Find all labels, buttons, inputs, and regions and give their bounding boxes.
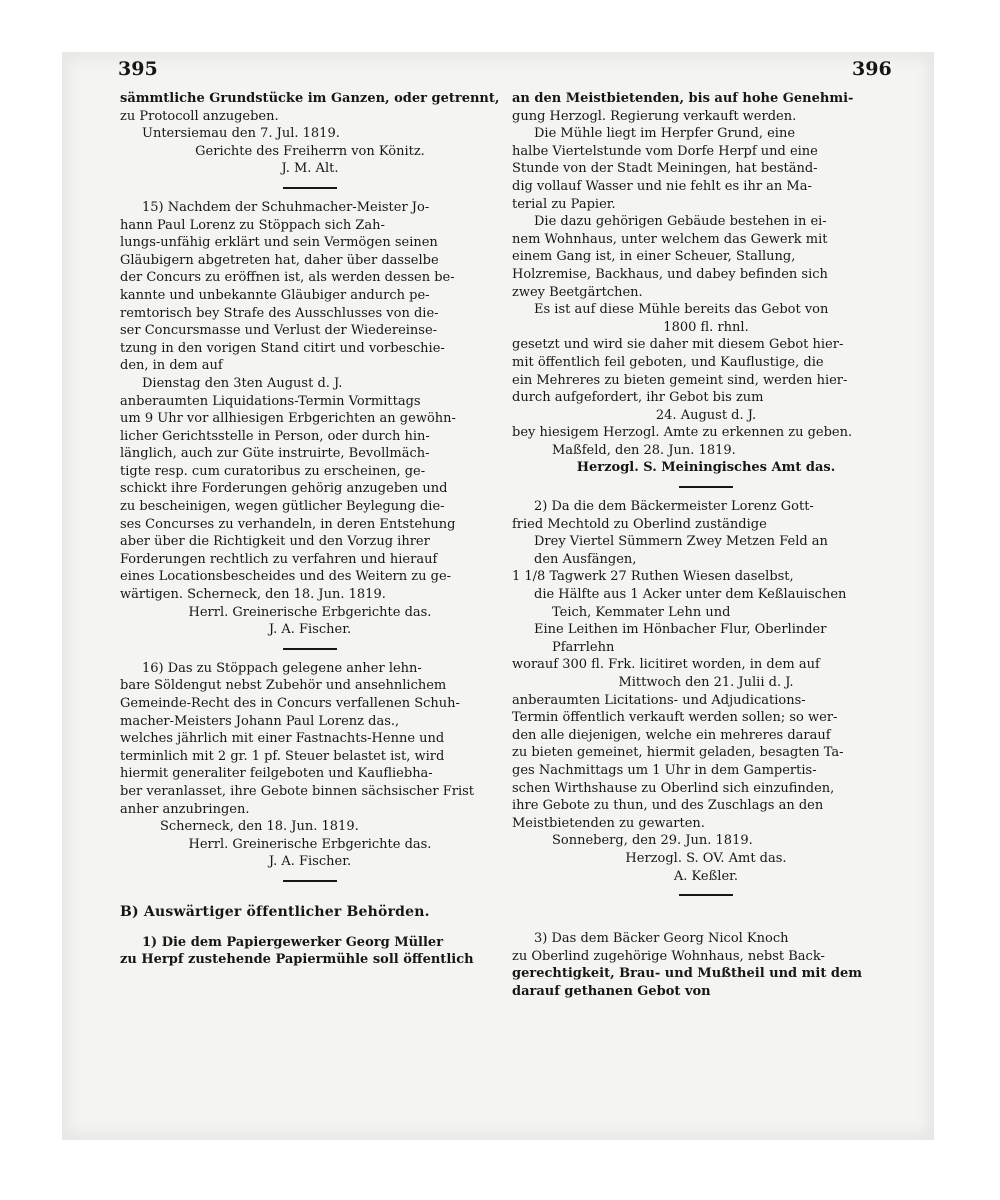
text-line: Dienstag den 3ten August d. J. [142,375,343,391]
text-line: lungs-unfähig erklärt und sein Vermögen seinen [120,235,438,251]
text-line: an den Meistbietenden, bis auf hohe Genehmi- [512,91,854,106]
text-line: ges Nachmittags um 1 Uhr in dem Gampertis- [512,762,817,778]
text-line: gerechtigkeit, Brau- und Mußtheil und mit dem [512,966,863,982]
text-line: Termin öffentlich verkauft werden sollen; so wer- [512,710,838,726]
text-line: den alle diejenigen, welche ein mehreres darauf [512,727,831,743]
text-line: halbe Viertelstunde vom Dorfe Herpf und eine [512,143,818,159]
text-line: sämmtliche Grundstücke im Ganzen, oder getrennt, [120,91,500,106]
text-line: welches jährlich mit einer Fastnachts-Henne und [120,731,445,747]
property-item: Eine Leithen im Hönbacher Flur, Oberlinder [534,622,827,638]
text-line: tigte resp. cum curatoribus zu erscheinen, ge- [120,463,426,479]
signature-name: J. M. Alt. [281,161,339,177]
section-divider [283,648,337,650]
signature-authority: Gerichte des Freiherrn von Könitz. [195,143,425,159]
notice-first-line: 2) Da die dem Bäckermeister Lorenz Gott- [534,499,814,515]
text-line: zu Herpf zustehende Papiermühle soll öffentlich [120,952,474,968]
text-line: zu bieten gemeinet, hiermit geladen, besagten Ta- [512,745,844,761]
text-line: wärtigen. Scherneck, den 18. Jun. 1819. [120,587,386,603]
text-line: hiermit generaliter feilgeboten und Kaufliebha- [120,766,433,782]
section-divider [283,187,337,189]
text-line: gung Herzogl. Regierung verkauft werden. [512,108,797,124]
property-item: 1 1/8 Tagwerk 27 Ruthen Wiesen daselbst, [512,569,794,585]
text-line: anberaumten Licitations- und Adjudications- [512,692,806,708]
property-item: Teich, Kemmater Lehn und [552,604,731,620]
signature-authority: Herzogl. S. Meiningisches Amt das. [576,460,836,476]
text-line: gesetzt und wird sie daher mit diesem Gebot hier- [512,337,844,353]
text-line: einem Gang ist, in einer Scheuer, Stallung, [512,249,796,265]
signature-authority: Herrl. Greinerische Erbgerichte das. [188,604,432,620]
text-line: Gläubigern abgetreten hat, daher über dasselbe [120,252,439,268]
text-line: ein Mehreres zu bieten gemeint sind, werden hier- [512,372,848,388]
text-line: kannte und unbekannte Gläubiger andurch pe- [120,287,430,303]
property-item: den Ausfängen, [534,551,637,567]
text-line: anberaumten Liquidations-Termin Vormittags [120,393,421,409]
text-line: schen Wirthshause zu Oberlind sich einzufinden, [512,780,835,796]
text-line: eines Locationsbescheides und des Weitern zu ge- [120,569,452,585]
page-number-right: 396 [852,58,892,80]
section-divider [283,880,337,882]
text-line: terminlich mit 2 gr. 1 pf. Steuer belastet ist, wird [120,748,445,764]
text-line: der Concurs zu eröffnen ist, als werden dessen be- [120,270,455,286]
text-line: zwey Beetgärtchen. [512,284,643,300]
text-line: um 9 Uhr vor allhiesigen Erbgerichten an gewöhn- [120,411,456,427]
text-line: schickt ihre Forderungen gehörig anzugeben und [120,481,448,497]
text-line: aber über die Richtigkeit und den Vorzug ihrer [120,534,430,550]
notice-first-line: 3) Das dem Bäcker Georg Nicol Knoch [534,931,789,947]
property-item: die Hälfte aus 1 Acker unter dem Keßlauischen [534,587,847,603]
auction-date: Mittwoch den 21. Julii d. J. [618,675,794,690]
text-line: anher anzubringen. [120,801,250,817]
text-line: zu bescheinigen, wegen gütlicher Beylegung die- [120,499,445,515]
text-line: dig vollauf Wasser und nie fehlt es ihr an Ma- [512,178,812,194]
text-line: Holzremise, Backhaus, und dabey befinden sich [512,266,828,282]
text-line: Forderungen rechtlich zu verfahren und hierauf [120,551,438,567]
text-line: mit öffentlich feil geboten, und Kauflustige, die [512,354,824,370]
text-line: licher Gerichtsstelle in Person, oder durch hin- [120,428,430,444]
place-date-line: Sonneberg, den 29. Jun. 1819. [552,833,753,849]
deadline-date: 24. August d. J. [655,407,757,423]
text-line: terial zu Papier. [512,196,616,212]
text-line: macher-Meisters Johann Paul Lorenz das., [120,713,400,729]
text-line: ber veranlasset, ihre Gebote binnen sächsischer Frist [120,783,474,799]
page-number-left: 395 [118,58,158,80]
text-line: fried Mechtold zu Oberlind zuständige [512,516,767,532]
section-divider [679,486,733,488]
notice-first-line: 15) Nachdem der Schuhmacher-Meister Jo- [142,199,430,215]
text-line: Meistbietenden zu gewarten. [512,815,705,831]
section-heading: B) Auswärtiger öffentlicher Behörden. [120,903,430,920]
property-item: Drey Viertel Sümmern Zwey Metzen Feld an [534,534,828,550]
notice-first-line: 1) Die dem Papiergewerker Georg Müller [142,934,444,950]
text-line: ser Concursmasse und Verlust der Wiedereinse- [120,323,438,339]
place-date-line: Untersiemau den 7. Jul. 1819. [142,126,340,142]
text-line: tzung in den vorigen Stand citirt und vorbeschie- [120,340,445,356]
text-line: darauf gethanen Gebot von [512,983,711,999]
signature-authority: Herrl. Greinerische Erbgerichte das. [188,836,432,852]
text-line: den, in dem auf [120,358,223,374]
text-line: zu Oberlind zugehörige Wohnhaus, nebst Back- [512,948,825,964]
text-line: ses Concurses zu verhandeln, in deren Entstehung [120,516,456,532]
place-date-line: Scherneck, den 18. Jun. 1819. [160,819,359,835]
place-date-line: Maßfeld, den 28. Jun. 1819. [552,442,736,458]
signature-name: J. A. Fischer. [268,622,352,638]
text-line: länglich, auch zur Güte instruirte, Bevollmäch- [120,446,430,462]
text-line: hann Paul Lorenz zu Stöppach sich Zah- [120,217,385,233]
text-line: remtorisch bey Strafe des Ausschlusses von die- [120,305,439,321]
notice-first-line: 16) Das zu Stöppach gelegene anher lehn- [142,660,422,676]
right-column [512,90,900,1001]
signature-authority: Herzogl. S. OV. Amt das. [625,850,787,866]
text-line: worauf 300 fl. Frk. licitiret worden, in dem auf [512,657,820,673]
price-line: 1800 fl. rhnl. [663,319,749,335]
left-column [120,90,500,969]
property-item: Pfarrlehn [552,639,615,655]
text-line: durch aufgefordert, ihr Gebot bis zum [512,390,764,406]
text-line: Stunde von der Stadt Meiningen, hat beständ- [512,161,818,177]
signature-name: A. Keßler. [673,868,739,884]
text-line: zu Protocoll anzugeben. [120,108,279,124]
text-line: Die dazu gehörigen Gebäude bestehen in ei- [534,214,827,230]
text-line: Die Mühle liegt im Herpfer Grund, eine [534,126,796,142]
text-line: bey hiesigem Herzogl. Amte zu erkennen zu geben. [512,425,853,441]
text-line: ihre Gebote zu thun, und des Zuschlags an den [512,798,824,814]
text-line: Es ist auf diese Mühle bereits das Gebot von [534,302,829,318]
text-line: Gemeinde-Recht des in Concurs verfallenen Schuh- [120,696,460,711]
signature-name: J. A. Fischer. [268,854,352,870]
text-line: nem Wohnhaus, unter welchem das Gewerk mit [512,231,828,247]
section-divider [679,894,733,896]
text-line: bare Söldengut nebst Zubehör und ansehnlichem [120,678,447,694]
